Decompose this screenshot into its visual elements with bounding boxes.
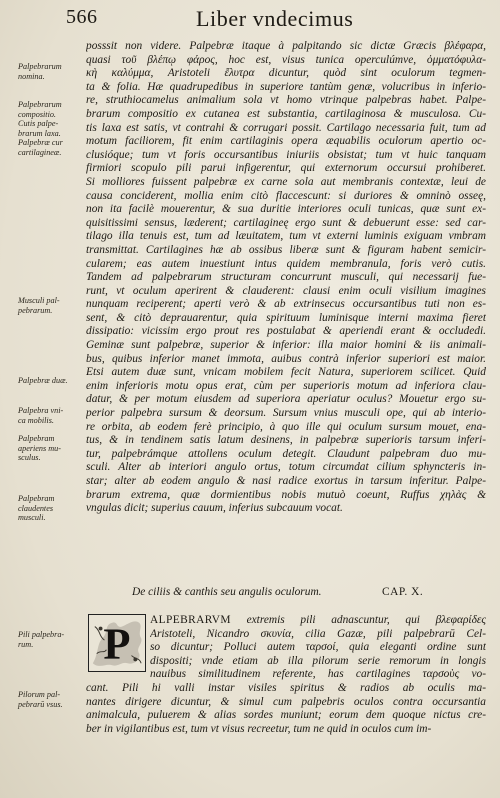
text-line: Etsi autem duæ sunt, vnicam mobilem fecit Natura, superiorem scilicet. Quid: [86, 366, 486, 379]
chapter-text-line: Aristoteli, Nicandro σκυνία, cilia Gazæ, pili palpebrarū Cel-: [150, 627, 486, 640]
margin-note: [18, 690, 80, 709]
margin-note: [18, 62, 80, 81]
chapter-text-line: nantes dirigere dicuntur, & simul cum palpebris oculos contra occursantia: [86, 695, 486, 708]
opening-word: ALPEBRARVM: [150, 614, 231, 626]
decorated-initial-p-icon: [89, 615, 145, 671]
margin-note-line: Palpebrarum: [18, 100, 62, 109]
text-line: posssit non videre. Palpebræ itaque à palpitando sic dictæ Græcis βλέφαρα,: [86, 40, 486, 52]
text-line: Si molliores fuissent palpebræ ex carne sola aut membranis contextæ, leui de: [86, 175, 486, 188]
margin-note: [18, 100, 80, 158]
margin-note-line: rum.: [18, 639, 34, 649]
margin-note-line: aperiens mu-: [18, 443, 61, 453]
text-line: transmittat. Cartilagines hæ ab ossibus liberæ sunt & figuram habent semicir-: [86, 243, 486, 256]
margin-note-line: nomina.: [18, 71, 45, 81]
text-line: bus, quibus inferior manet immota, auibus contrà inferior superiori est maior.: [86, 352, 486, 365]
text-line: brarum extrema, quæ dormientibus nobis mutuò coeunt, Ruffus χηλὰς &: [86, 488, 486, 501]
margin-note: [18, 630, 80, 649]
initial-letter-glyph: P: [103, 618, 131, 669]
running-head: Liber vndecimus: [196, 6, 354, 31]
margin-note-line: pebrarū vsus.: [18, 699, 63, 709]
text-line: ta & folia. Hæ quadrupedibus in superiore tantùm genæ, volucribus in inferio-: [86, 80, 486, 93]
text-line: re, struthiocamelus animalium sola vt homo vtrinque palpebras habet. Palpe-: [86, 94, 486, 107]
text-line: cularem; eas autem inuestiunt intus quidem membranula, foris verò cutis.: [86, 257, 486, 270]
text-line: Tandem ad palpebrarum structuram concurrunt musculi, qui necessarij fue-: [86, 271, 486, 284]
text-line: re orbita, ab eodem ferè principio, à quo ille qui oculum sursum mouet, ena-: [86, 420, 486, 433]
margin-note-line: Musculi pal-: [18, 296, 60, 305]
text-line: quasi τοῦ βλέπῳ φάρος, hoc est, visus tunica operculúmve, ὀμματόφυλα-: [86, 53, 486, 66]
chapter-text-line-rest: extremis pili adnascuntur, qui βλεφαρίδες: [230, 614, 486, 626]
text-line: perior palpebra sursum & deorsum. Sursum vnius musculi ope, qui ab interio-: [86, 407, 486, 420]
text-line: dissipatio: vicissim ergo prout res postulabat & aperiendi erant & occludedi.: [86, 325, 486, 338]
text-line: causa conciderent, mollia enim citò flaccescunt: si duriores & omninò osseę,: [86, 189, 486, 202]
chapter-text-line: so dicuntur; Polluci autem ταρσοί, quia eleganti ordine sunt: [150, 641, 486, 654]
margin-note-line: Pilorum pal-: [18, 690, 61, 699]
text-line: sent, & citò deprauarentur, quia spirituum luminisque interni maxima fieret: [86, 311, 486, 324]
chapter-text-block: [86, 614, 486, 736]
text-line: non ita facilè mouerentur, & sua duritie interiores oculi tunicas, quæ sunt ex-: [86, 203, 486, 216]
margin-note-line: musculi.: [18, 513, 46, 523]
chapter-text-line: ber in vigilantibus est, tum vt visus recreetur, tum ne quid in oculos cum im-: [86, 722, 432, 735]
text-line: enim inferioris motu opus erat, cùm per superioris motum ad inferiora clau-: [86, 379, 486, 392]
margin-note-line: cartilagineæ.: [18, 147, 62, 157]
margin-note-line: brarum laxa.: [18, 128, 61, 138]
text-line: runt, vt oculum aperirent & clauderent: clausi enim oculi visilium imagines: [86, 284, 486, 297]
margin-note: [18, 434, 80, 463]
text-line: Geminæ sunt palpebræ, superior & inferior: illa maior homini & iis animali-: [86, 339, 486, 352]
text-line: clusióque; tum vt foris occursantibus iniuriis obsistat; tum vt huic tanquam: [86, 148, 486, 161]
text-line: tilago illa tenuis est, tum ad læuitatem, tum vt externi luminis exiguam vmbram: [86, 230, 486, 243]
margin-note-line: Cutis palpe-: [18, 119, 59, 129]
margin-note-line: pebrarum.: [18, 305, 53, 315]
chapter-text-line: nauibus similitudinem referente, has cartilagines ταρσοὺς vo-: [150, 668, 486, 681]
margin-note-line: Palpebra vni-: [18, 406, 64, 415]
chapter-text-line: [150, 614, 486, 628]
text-line: κὴ καλύμμα, Aristoteli ἔλυτρα dicuntur, quòd sint oculorum tegmen-: [86, 67, 486, 80]
text-line: star; alter ab eodem angulo & nasi radice exortus in tarsum inferitur. Palpe-: [86, 475, 486, 487]
text-line: tur, palpebrámque attollens oculum detegit. Claudunt palpebram duo mu-: [86, 447, 486, 460]
text-line: sculi. Alter ab interiori angulo ortus, totum circumdat cilium sphyncteris in-: [86, 461, 486, 474]
text-line: nunquam reciperent; aperti verò & ab extrinsecus occursantibus tuti non es-: [86, 298, 486, 311]
margin-note-line: Pili palpebra-: [18, 630, 65, 639]
text-line: tus, & in tendinem satis latum desinens, in palpebræ superioris tarsum inferi-: [86, 434, 486, 447]
margin-note-line: Palpebrarum: [18, 62, 62, 71]
margin-note-line: compositio.: [18, 109, 56, 119]
margin-note: [18, 494, 80, 523]
decorated-initial-letter: [88, 614, 146, 672]
text-line: motum faciliorem, fit enim cartilaginis opera æquabilis oculorum apertio oc-: [86, 135, 486, 148]
margin-note: [18, 376, 80, 386]
chapter-title: De ciliis & canthis seu angulis oculorum.: [132, 586, 322, 598]
margin-note: [18, 406, 80, 425]
margin-note-line: ca mobilis.: [18, 415, 54, 425]
chapter-text-line: animalcula, puluerem & alias sordes muniunt; eorum dem quoque nictus cre-: [86, 709, 486, 722]
margin-note-line: Palpebræ duæ.: [18, 376, 68, 385]
margin-note-line: Palpebram: [18, 434, 55, 443]
page-header: [0, 6, 500, 34]
chapter-text-line: cant. Pili hi valli instar visiles spiritus & radios ab oculis ma-: [86, 681, 486, 694]
text-line: firmiori scopulo pili parui infigerentur, qui externorum occursui prohiberet.: [86, 162, 486, 175]
text-line: quisitissimi sensus, læderent; cartilagineę ergo sunt & debuerunt esse: sed car-: [86, 216, 486, 229]
text-line: tis laxa est satis, vt contrahi & corrugari possit. Cartilago necessaria fuit, tum ad: [86, 121, 486, 134]
text-line: vngulas dicit; superius cauum, inferius subcauum vocat.: [86, 502, 343, 515]
chapter-number: CAP. X.: [382, 586, 424, 598]
margin-note: [18, 296, 80, 315]
text-line: brarum compositio ex cutanea est substantia, cartilaginosa & musculosa. Cu-: [86, 107, 486, 120]
margin-note-line: Palpebræ cur: [18, 138, 63, 148]
page-number: 566: [66, 6, 98, 28]
text-line: datur, & per motum eiusdem ad superiora aperiatur oculus? Mouetur ergo su-: [86, 393, 486, 406]
main-text-block: [86, 40, 486, 516]
margin-note-line: Palpebram: [18, 494, 55, 503]
margin-note-line: sculus.: [18, 453, 41, 463]
margin-note-line: claudentes: [18, 503, 54, 513]
chapter-text-line: dispositi; vnde etiam ab illa pilorum serie remorum in longis: [150, 654, 486, 667]
